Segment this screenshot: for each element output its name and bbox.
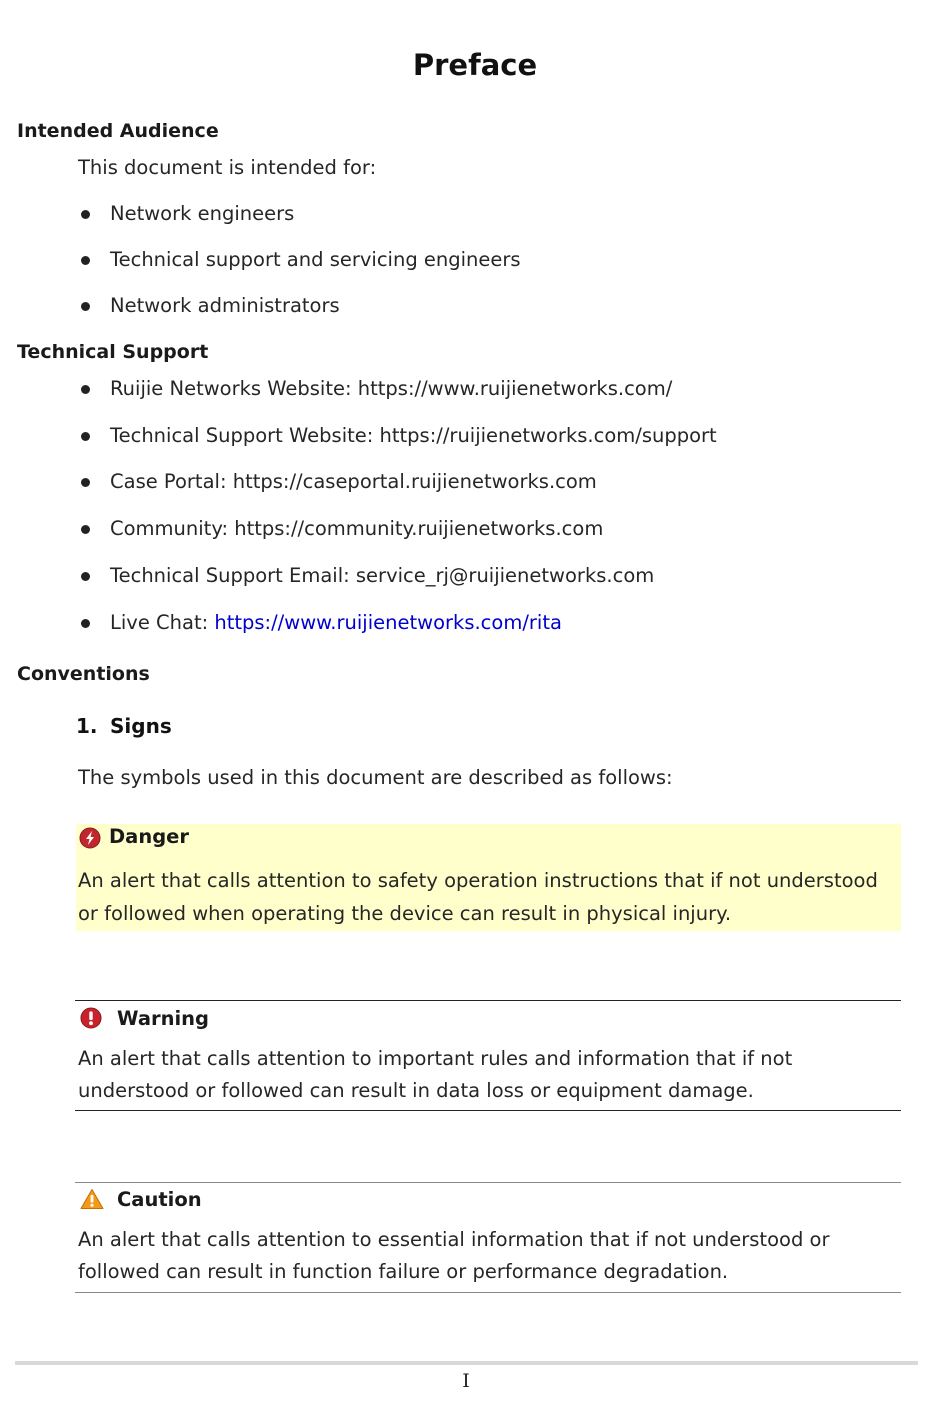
list-item: Technical support and servicing engineers xyxy=(110,248,521,271)
live-chat-link[interactable]: https://www.ruijienetworks.com/rita xyxy=(214,611,562,634)
signs-number: 1. xyxy=(76,714,98,738)
list-item: Network engineers xyxy=(110,202,295,225)
danger-label: Danger xyxy=(109,825,190,848)
warning-bottom-divider xyxy=(75,1110,901,1111)
technical-support-heading: Technical Support xyxy=(17,341,209,363)
intended-audience-intro: This document is intended for: xyxy=(78,156,377,179)
list-item: Community: https://community.ruijienetworks.com xyxy=(110,517,604,540)
bullet-icon xyxy=(81,572,90,581)
page-number: I xyxy=(462,1370,470,1392)
warning-exclamation-icon xyxy=(80,1007,102,1029)
bullet-icon xyxy=(81,478,90,487)
bullet-icon xyxy=(81,432,90,441)
danger-lightning-icon xyxy=(79,827,101,849)
caution-text: An alert that calls attention to essential information that if not understood or followed can result in function failure or performance degradation. xyxy=(78,1228,830,1283)
warning-text: An alert that calls attention to important rules and information that if not understood or followed can result in data loss or equipment damage. xyxy=(78,1047,793,1102)
list-item: Technical Support Website: https://ruijienetworks.com/support xyxy=(110,424,717,447)
list-item: Ruijie Networks Website: https://www.ruijienetworks.com/ xyxy=(110,377,673,400)
caution-bottom-divider xyxy=(75,1292,901,1293)
caution-triangle-icon xyxy=(80,1188,104,1210)
bullet-icon xyxy=(81,619,90,628)
bullet-icon xyxy=(81,210,90,219)
list-item-live-chat xyxy=(110,609,562,637)
bullet-icon xyxy=(81,525,90,534)
live-chat-label: Live Chat: xyxy=(110,611,215,634)
warning-label: Warning xyxy=(117,1007,209,1030)
signs-heading: Signs xyxy=(110,714,172,738)
bullet-icon xyxy=(81,302,90,311)
caution-label: Caution xyxy=(117,1188,202,1211)
intended-audience-heading: Intended Audience xyxy=(17,120,219,142)
caution-top-divider xyxy=(75,1182,901,1183)
footer-divider xyxy=(15,1361,918,1365)
list-item: Technical Support Email: service_rj@ruijienetworks.com xyxy=(110,564,655,587)
list-item: Case Portal: https://caseportal.ruijienetworks.com xyxy=(110,470,597,493)
signs-intro: The symbols used in this document are described as follows: xyxy=(78,766,673,789)
list-item: Network administrators xyxy=(110,294,340,317)
danger-text: An alert that calls attention to safety operation instructions that if not understood or followed when operating the device can result in physical injury. xyxy=(78,869,878,925)
conventions-heading: Conventions xyxy=(17,663,150,685)
warning-top-divider xyxy=(75,1000,901,1001)
bullet-icon xyxy=(81,385,90,394)
bullet-icon xyxy=(81,256,90,265)
page-title: Preface xyxy=(412,48,538,82)
